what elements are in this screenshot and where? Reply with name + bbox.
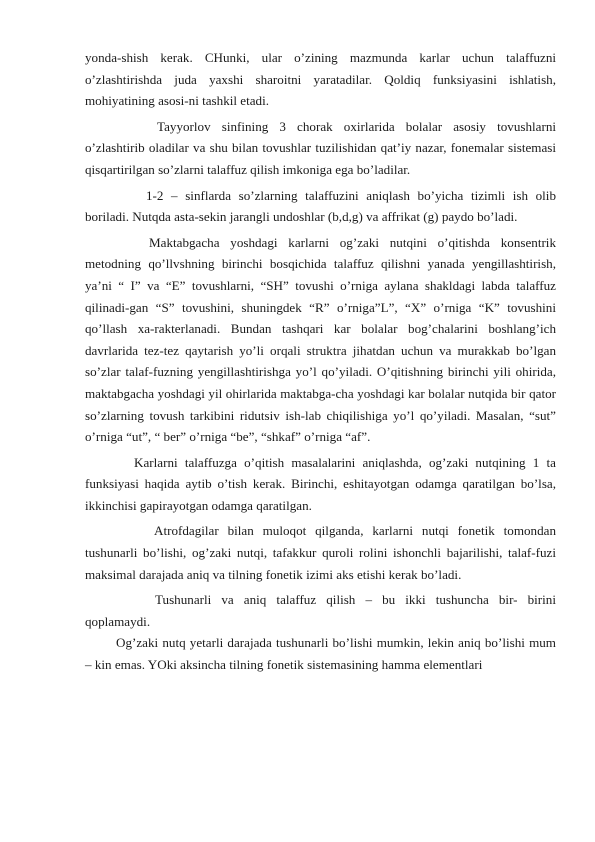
paragraph-talaffuzga-oqitish: Karlarni talaffuzga o’qitish masalalarini aniqlashda, og’zaki nutqining 1 ta funksiyasi haqida aytib o’tish kerak. Birinchi, eshitayotgan odamga qaratilgan bo’lsa, ikkinchisi gapirayotgan odamga qaratilgan. [85, 454, 556, 513]
paragraph-1-2-sinflar: 1-2 – sinflarda so’zlarning talaffuzini aniqlash bo’yicha tizimli ish olib boriladi. Nutqda asta-sekin jarangli undoshlar (b,d,g) va affrikat (g) paydo bo’ladi. [85, 187, 556, 225]
paragraph-tayyorlov-sinfi: Tayyorlov sinfining 3 chorak oxirlarida bolalar asosiy tovushlarni o’zlashtirib oladilar va shu bilan tovushlar tuzilishidan qat’iy nazar, fonemalar sistemasi qisqartirilgan so’zlarni talaffuz qilish imkoniga ega bo’ladilar. [85, 118, 556, 177]
paragraph-tushunarli-aniq: Tushunarli va aniq talaffuz qilish – bu ikki tushuncha bir- birini qoplamaydi. [85, 592, 556, 629]
paragraph-atrofdagilar-muloqot: Atrofdagilar bilan muloqot qilganda, karlarni nutqi fonetik tomondan tushunarli bo’lishi, og’zaki nutqi, tafakkur quroli rolini ishonchli bajarilishi, talaf-fuzi maksimal darajada aniq va tilning fonetik izimi aks etishi kerak bo’ladi. [85, 523, 556, 582]
paragraph-maktabgacha-yosh: Maktabgacha yoshdagi karlarni og’zaki nutqini o’qitishda konsentrik metodning qo’llvshning birinchi bosqichida talaffuz qilishni yanada yengillashtirish, ya’ni “ I” va “E” tovushlarni, “SH” tovushi o’rniga aylana shakldagi labda talaffuz qilinadi-gan “S” tovushini, shuningdek “R” o’rniga”L”, “X” o’rniga “K” tovushini qo’llash xa-rakterlanadi. Bundan tashqari kar bolalar bog’chalarini boshlang’ich davrlarida tez-tez qaytarish yo’li orqali struktra jihatdan uchun va murakkab bo’lgan so’zlar talaf-fuzning yengillashtirishga yo’l qo’yiladi. O’qitishning birinchi yili ohirida, maktabgacha yoshdagi yil ohirlarida maktabga-cha yoshdagi kar bolalar nutqida bir qator so’zlarning tovush tarkibini ridutsiv ish-lab chiqilishiga yo’l qo’yiladi. Masalan, “sut” o’rniga “ut”, “ ber” o’rniga “be”, “shkaf” o’rniga “af”. [85, 234, 556, 445]
paragraph-continuation: yonda-shish kerak. CHunki, ular o’zining mazmunda karlar uchun talaffuzni o’zlashtirishda juda yaxshi sharoitni yaratadilar. Qoldiq funksiyasini ishlatish, mohiyatining asosi-ni tashkil etadi. [85, 50, 556, 109]
paragraph-ogzaki-nutq: Og’zaki nutq yetarli darajada tushunarli bo’lishi mumkin, lekin aniq bo’lishi mum – kin emas. YOki aksincha tilning fonetik sistemasining hamma elementlari [85, 635, 556, 673]
body-text [85, 47, 556, 676]
